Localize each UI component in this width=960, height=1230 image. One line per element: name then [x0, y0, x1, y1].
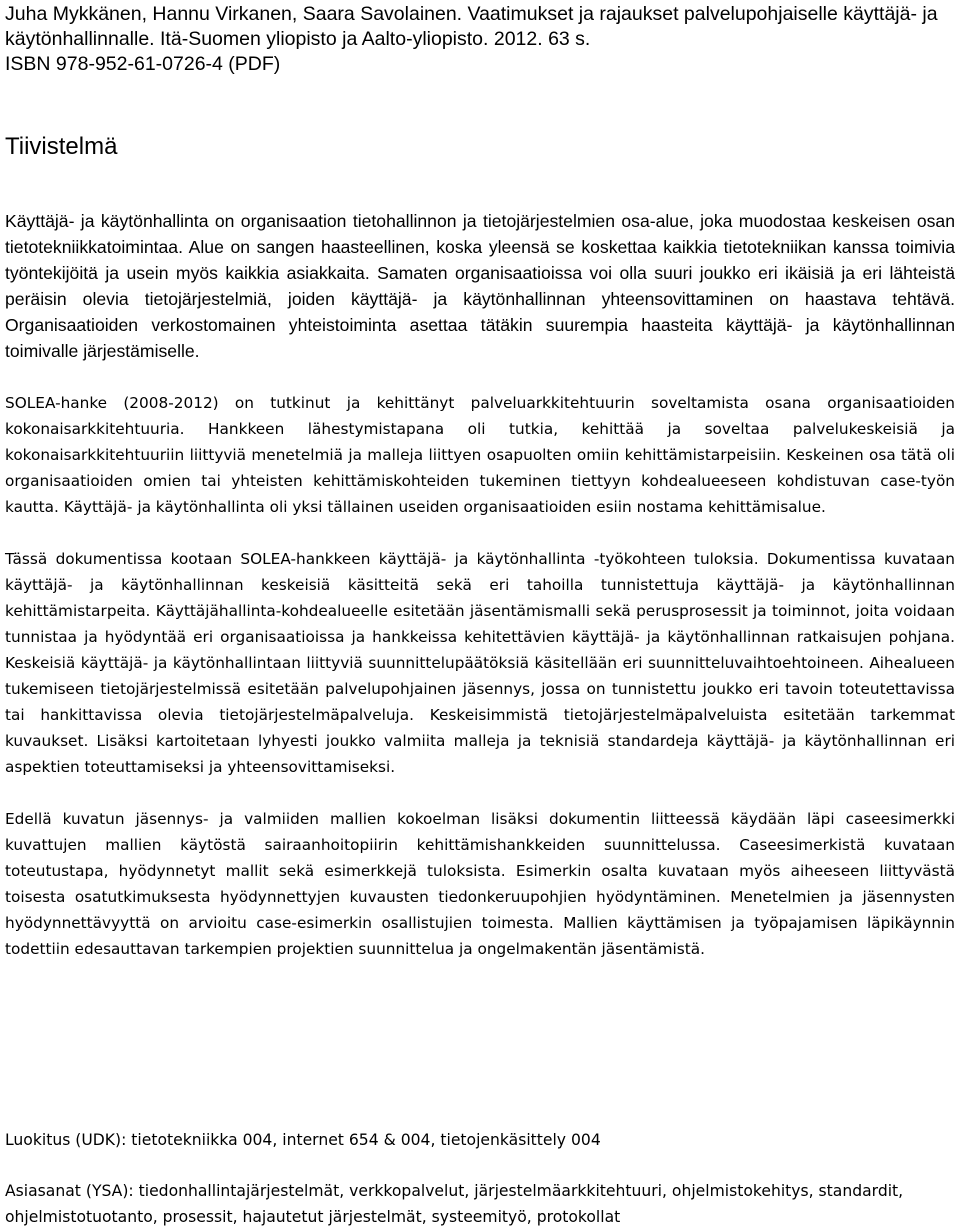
abstract-paragraph: Käyttäjä- ja käytönhallinta on organisaation tietohallinnon ja tietojärjestelmien osa-alue, joka muodostaa keskeisen osan tietotekniikkatoimintaa. Alue on sangen haasteellinen, koska yleensä se koskettaa kaikkia tietotekniikan kanssa toimivia työntekijöitä ja usein myös kaikkia asiakkaita. Samaten organisaatioissa voi olla suuri joukko eri ikäisiä ja eri lähteistä peräisin olevia tietojärjestelmiä, joiden käyttäjä- ja käytönhallinnan yhteensovittaminen on haastava tehtävä. Organisaatioiden verkostomainen yhteistoiminta asettaa tätäkin suurempia haasteita käyttäjä- ja käytönhallinnan toimivalle järjestämiselle.	[5, 211, 955, 361]
bibliographic-reference	[5, 0, 955, 77]
reference-line: Juha Mykkänen, Hannu Virkanen, Saara Savolainen. Vaatimukset ja rajaukset palvelupohjaiselle käyttäjä- ja	[5, 3, 938, 25]
keywords-ysa: Asiasanat (YSA): tiedonhallintajärjestelmät, verkkopalvelut, järjestelmäarkkitehtuuri, ohjelmistokehitys, standardit, ohjelmistotuotanto, prosessit, hajautetut järjestelmät, systeemityö, protokollat	[5, 1182, 904, 1226]
reference-line: ISBN 978-952-61-0726-4 (PDF)	[5, 53, 281, 75]
abstract-heading: Tiivistelmä	[5, 133, 118, 160]
document-page	[5, 0, 955, 1226]
classification-udk: Luokitus (UDK): tietotekniikka 004, internet 654 & 004, tietojenkäsittely 004	[5, 1131, 601, 1149]
abstract-paragraph: Edellä kuvatun jäsennys- ja valmiiden mallien kokoelman lisäksi dokumentin liitteessä käydään läpi caseesimerkki kuvattujen mallien käytöstä sairaanhoitopiirin kehittämishankkeiden suunnittelussa. Caseesimerkistä kuvataan toteutustapa, hyödynnetyt mallit sekä esimerkkejä tuloksista. Esimerkin osalta kuvataan myös aiheeseen liittyvästä toisesta osatutkimuksesta hyödynnettyjen kuvausten tiedonkeruupohjien hyödyntäminen. Menetelmien ja jäsennysten hyödynnettävyyttä on arvioitu case-esimerkin osallistujien toimesta. Mallien käyttämisen ja työpajamisen läpikäynnin todettiin edesauttavan tarkempien projektien suunnittelua ja ongelmakentän jäsentämistä.	[5, 810, 955, 958]
abstract-body	[5, 208, 955, 962]
reference-line: käytönhallinnalle. Itä-Suomen yliopisto ja Aalto-yliopisto. 2012. 63 s.	[5, 28, 591, 50]
abstract-paragraph: SOLEA-hanke (2008-2012) on tutkinut ja kehittänyt palveluarkkitehtuurin soveltamista osana organisaatioiden kokonaisarkkitehtuuria. Hankkeen lähestymistapana oli tutkia, kehittää ja soveltaa palvelukeskeisiä ja kokonaisarkkitehtuuriin liittyviä menetelmiä ja malleja liittyen osapuolten omiin kehittämistarpeisiin. Keskeinen osa tätä oli organisaatioiden omien tai yhteisten kehittämiskohteiden tukeminen tiettyyn kohdealueeseen kohdistuvan case-työn kautta. Käyttäjä- ja käytönhallinta oli yksi tällainen useiden organisaatioiden esiin nostama kehittämisalue.	[5, 394, 955, 516]
abstract-paragraph: Tässä dokumentissa kootaan SOLEA-hankkeen käyttäjä- ja käytönhallinta -työkohteen tuloksia. Dokumentissa kuvataan käyttäjä- ja käytönhallinnan keskeisiä käsitteitä sekä eri tahoilla tunnistettuja käyttäjä- ja käytönhallinnan kehittämistarpeita. Käyttäjähallinta-kohdealueelle esitetään jäsentämismalli sekä perusprosessit ja toiminnot, joita voidaan tunnistaa ja hyödyntää eri organisaatioissa ja hankkeissa kehitettävien käyttäjä- ja käytönhallinnan ratkaisujen pohjana. Keskeisiä käyttäjä- ja käytönhallintaan liittyviä suunnittelupäätöksiä käsitellään eri suunnitteluvaihtoehtoineen. Aihealueen tukemiseen tietojärjestelmissä esitetään palvelupohjainen jäsennys, jossa on tunnistettu joukko eri tavoin toteutettavissa tai hankittavissa olevia tietojärjestelmäpalveluja. Keskeisimmistä tietojärjestelmäpalveluista esitetään tarkemmat kuvaukset. Lisäksi kartoitetaan lyhyesti joukko valmiita malleja ja teknisiä standardeja käyttäjä- ja käytönhallinnan eri aspektien toteuttamiseksi ja yhteensovittamiseksi.	[5, 550, 955, 776]
